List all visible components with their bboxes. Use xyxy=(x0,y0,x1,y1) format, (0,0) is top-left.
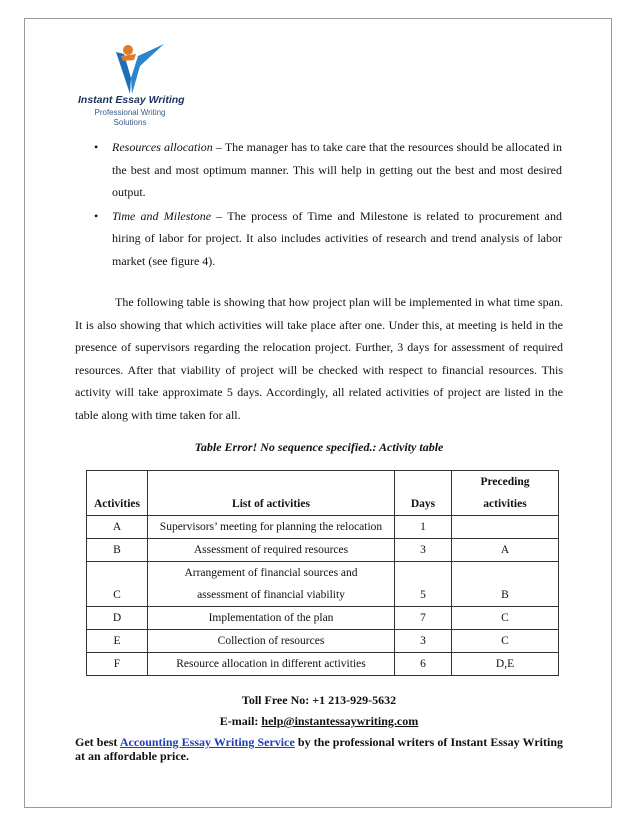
bullet-item xyxy=(94,136,562,204)
cell-list: Implementation of the plan xyxy=(148,607,395,630)
table-row xyxy=(87,516,559,539)
cell-activity: B xyxy=(87,539,148,562)
email-line xyxy=(75,711,563,732)
cell-list xyxy=(148,562,395,607)
activity-table xyxy=(86,470,559,676)
header-preceding xyxy=(452,471,559,516)
table-row xyxy=(87,539,559,562)
cell-preceding: D,E xyxy=(452,653,559,676)
header-preceding-2: activities xyxy=(483,498,527,510)
cell-days: 5 xyxy=(395,562,452,607)
cell-days: 1 xyxy=(395,516,452,539)
email-link[interactable]: help@instantessaywriting.com xyxy=(261,714,419,728)
logo-brand-text: Instant Essay Writing xyxy=(78,94,185,106)
cell-activity: A xyxy=(87,516,148,539)
header-preceding-1: Preceding xyxy=(480,476,530,488)
logo-tagline-2: Solutions xyxy=(113,118,147,127)
cta-suffix: by the professional writers of Instant Essay Writing at an affordable price. xyxy=(75,735,563,763)
bullet-title: Resources allocation xyxy=(112,140,213,154)
cell-preceding: B xyxy=(452,562,559,607)
table-row xyxy=(87,607,559,630)
cell-list: Resource allocation in different activities xyxy=(148,653,395,676)
cell-days: 6 xyxy=(395,653,452,676)
table-header-row xyxy=(87,471,559,516)
cta-prefix: Get best xyxy=(75,735,120,749)
body-paragraph xyxy=(75,291,563,426)
table-row xyxy=(87,630,559,653)
table-row xyxy=(87,653,559,676)
bullet-list xyxy=(94,136,562,272)
call-to-action xyxy=(75,735,563,763)
cell-preceding: A xyxy=(452,539,559,562)
cell-list: Collection of resources xyxy=(148,630,395,653)
cell-activity: E xyxy=(87,630,148,653)
cell-activity: D xyxy=(87,607,148,630)
cell-list-line-2: assessment of financial viability xyxy=(197,589,345,601)
table-row xyxy=(87,562,559,607)
header-days: Days xyxy=(395,471,452,516)
header-list: List of activities xyxy=(148,471,395,516)
cell-list: Supervisors’ meeting for planning the relocation xyxy=(148,516,395,539)
header-activities: Activities xyxy=(87,471,148,516)
logo-tagline-1: Professional Writing xyxy=(94,108,166,117)
footer xyxy=(75,690,563,763)
bullet-text: – The process of Time and Milestone is related to procurement and hiring of labor for project. It also includes activities of research and trend analysis of labor market (see figure 4). xyxy=(112,208,562,268)
cell-preceding xyxy=(452,516,559,539)
bullet-title: Time and Milestone xyxy=(112,208,212,223)
cell-days: 7 xyxy=(395,607,452,630)
cell-list: Assessment of required resources xyxy=(148,539,395,562)
cell-preceding: C xyxy=(452,607,559,630)
cell-days: 3 xyxy=(395,630,452,653)
bullet-dot-icon: • xyxy=(94,140,99,154)
table-caption: Table Error! No sequence specified.: Activity table xyxy=(194,440,444,454)
bullet-item xyxy=(94,205,562,273)
company-logo xyxy=(78,42,185,128)
body-paragraph-text: The following table is showing that how project plan will be implemented in what time span. It is also showing that which activities will take place after one. Under this, at meeting is held in the presence of supervisors regarding the relocation project. Further, 3 days for assessment of required resources. After that viability of project will be checked with respect to financial resources. This activity will take approximate 5 days. Accordingly, all related activities of project are listed in the table along with time taken for all. xyxy=(75,295,563,422)
toll-free-number: Toll Free No: +1 213-929-5632 xyxy=(241,693,397,707)
email-label: E-mail: xyxy=(219,714,262,728)
cell-activity: C xyxy=(87,562,148,607)
bullet-text: – The manager has to take care that the resources should be allocated in the best and most optimum manner. This will help in getting out the best and most desired output. xyxy=(112,140,562,199)
cell-activity: F xyxy=(87,653,148,676)
bullet-dot-icon: • xyxy=(94,208,99,223)
service-link[interactable]: Accounting Essay Writing Service xyxy=(119,735,295,749)
logo-figure-icon xyxy=(78,42,182,96)
cell-preceding: C xyxy=(452,630,559,653)
cell-list-line-1: Arrangement of financial sources and xyxy=(184,567,358,579)
cell-days: 3 xyxy=(395,539,452,562)
